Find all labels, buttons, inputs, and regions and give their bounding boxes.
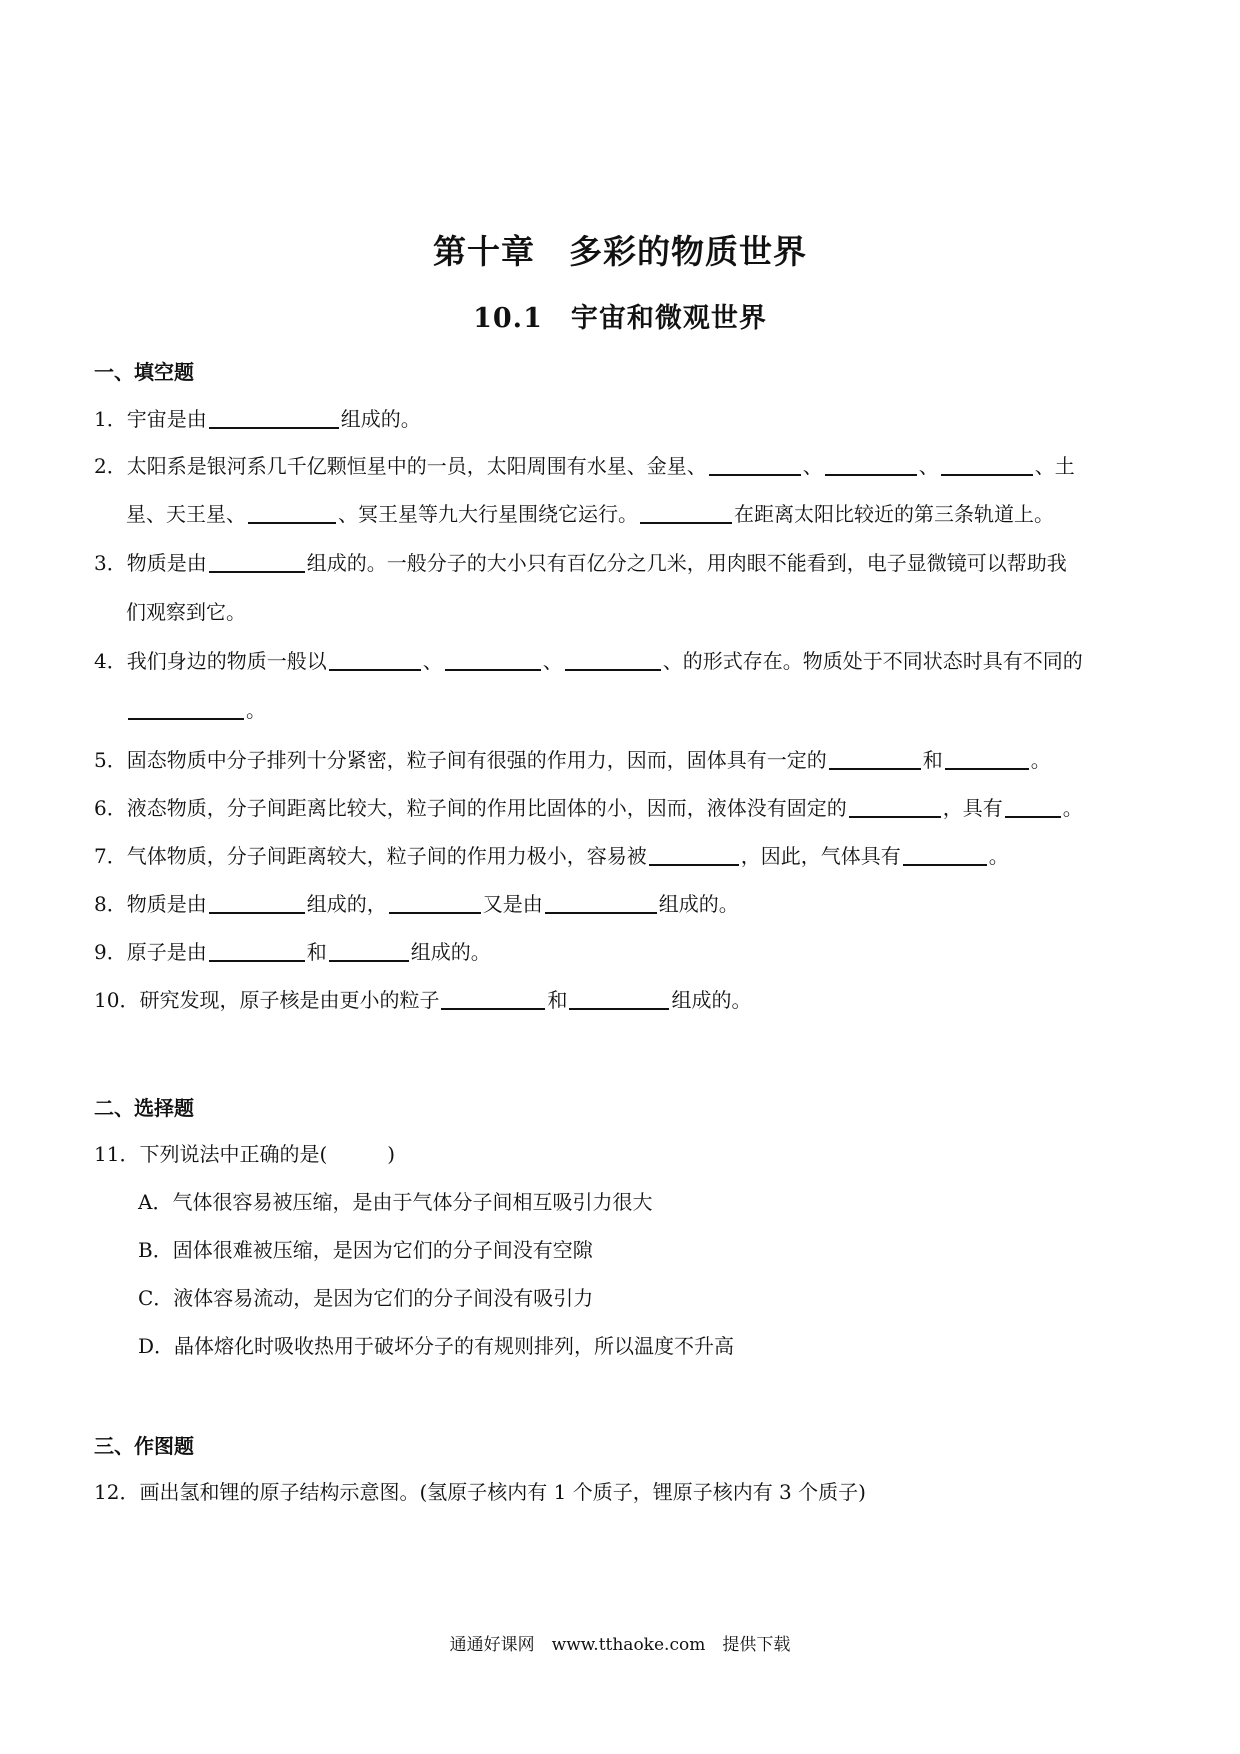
answer-blank[interactable]: [209, 892, 305, 914]
answer-blank[interactable]: [128, 698, 244, 720]
question-9: [94, 938, 491, 966]
q7-text: ，因此，气体具有: [740, 844, 901, 868]
answer-blank[interactable]: [649, 844, 739, 866]
chapter-title: 第十章 多彩的物质世界: [433, 232, 807, 271]
answer-blank[interactable]: [829, 748, 921, 770]
heading-fill-in: 一、填空题: [94, 360, 194, 384]
answer-blank[interactable]: [441, 988, 545, 1010]
answer-blank[interactable]: [903, 844, 987, 866]
question-12: 12．画出氢和锂的原子结构示意图。(氢原子核内有 1 个质子，锂原子核内有 3 个质子): [94, 1480, 866, 1504]
q2-text: 、: [918, 454, 939, 478]
answer-blank[interactable]: [209, 551, 305, 573]
q10-text: 10．研究发现，原子核是由更小的粒子: [94, 988, 440, 1012]
answer-blank[interactable]: [825, 454, 917, 476]
answer-blank[interactable]: [640, 502, 732, 524]
answer-blank[interactable]: [569, 988, 669, 1010]
footer-source: 通通好课网 www.tthaoke.com 提供下载: [449, 1635, 791, 1655]
q10-text: 和: [547, 988, 568, 1012]
q5-text: 和: [922, 748, 943, 772]
answer-blank[interactable]: [709, 454, 801, 476]
answer-blank[interactable]: [849, 796, 941, 818]
q8-text: 又是由: [482, 892, 543, 916]
q10-text: 组成的。: [671, 988, 752, 1012]
q4-text: 、: [422, 649, 443, 673]
question-2-continued: [126, 500, 1054, 528]
answer-blank[interactable]: [941, 454, 1033, 476]
answer-blank[interactable]: [329, 649, 421, 671]
q6-text: 。: [1062, 796, 1083, 820]
question-8: [94, 890, 739, 918]
option-c[interactable]: C．液体容易流动，是因为它们的分子间没有吸引力: [138, 1286, 594, 1310]
heading-multiple-choice: 二、选择题: [94, 1096, 194, 1120]
q2-text: 在距离太阳比较近的第三条轨道上。: [734, 502, 1054, 526]
q6-text: 6．液态物质，分子间距离比较大，粒子间的作用比固体的小，因而，液体没有固定的: [94, 796, 847, 820]
question-10: [94, 986, 751, 1014]
question-4-continued: [126, 696, 266, 724]
q2-text: 2．太阳系是银河系几千亿颗恒星中的一员，太阳周围有水星、金星、: [94, 454, 707, 478]
q8-text: 8．物质是由: [94, 892, 207, 916]
question-6: [94, 794, 1083, 822]
q1-text: 组成的。: [340, 407, 421, 431]
q2-text: 星、天王星、: [126, 502, 246, 526]
answer-blank[interactable]: [209, 940, 305, 962]
option-a[interactable]: A．气体很容易被压缩，是由于气体分子间相互吸引力很大: [138, 1190, 653, 1214]
question-3: [94, 549, 1067, 577]
answer-blank[interactable]: [1005, 796, 1061, 818]
q7-text: 。: [988, 844, 1009, 868]
q3-text: 3．物质是由: [94, 551, 207, 575]
question-5: [94, 746, 1051, 774]
q1-text: 1．宇宙是由: [94, 407, 207, 431]
answer-blank[interactable]: [329, 940, 409, 962]
answer-blank[interactable]: [565, 649, 661, 671]
q4-text: 、: [542, 649, 563, 673]
q8-text: 组成的，: [306, 892, 387, 916]
option-b[interactable]: B．固体很难被压缩，是因为它们的分子间没有空隙: [138, 1238, 593, 1262]
q2-text: 、冥王星等九大行星围绕它运行。: [338, 502, 638, 526]
answer-blank[interactable]: [445, 649, 541, 671]
q9-text: 和: [306, 940, 327, 964]
answer-blank[interactable]: [945, 748, 1029, 770]
question-4: [94, 647, 1083, 675]
question-3-continued: 们观察到它。: [126, 600, 246, 624]
q4-text: 、的形式存在。物质处于不同状态时具有不同的: [662, 649, 1083, 673]
heading-drawing: 三、作图题: [94, 1434, 194, 1458]
answer-blank[interactable]: [389, 892, 481, 914]
option-d[interactable]: D．晶体熔化时吸收热用于破坏分子的有规则排列，所以温度不升高: [138, 1334, 735, 1358]
section-title: 10.1 宇宙和微观世界: [473, 303, 767, 334]
question-7: [94, 842, 1009, 870]
q5-text: 。: [1030, 748, 1051, 772]
q3-text: 组成的。一般分子的大小只有百亿分之几米，用肉眼不能看到，电子显微镜可以帮助我: [306, 551, 1067, 575]
question-2: [94, 452, 1075, 480]
q2-text: 、土: [1034, 454, 1075, 478]
question-11: 11．下列说法中正确的是( ): [94, 1142, 396, 1166]
q4-text: 。: [246, 698, 266, 722]
answer-blank[interactable]: [209, 407, 339, 429]
q8-text: 组成的。: [658, 892, 739, 916]
q9-text: 9．原子是由: [94, 940, 207, 964]
q2-text: 、: [802, 454, 823, 478]
q7-text: 7．气体物质，分子间距离较大，粒子间的作用力极小，容易被: [94, 844, 647, 868]
q9-text: 组成的。: [410, 940, 491, 964]
answer-blank[interactable]: [248, 502, 336, 524]
answer-blank[interactable]: [545, 892, 657, 914]
q6-text: ，具有: [942, 796, 1003, 820]
q4-text: 4．我们身边的物质一般以: [94, 649, 327, 673]
question-1: [94, 405, 421, 433]
q5-text: 5．固态物质中分子排列十分紧密，粒子间有很强的作用力，因而，固体具有一定的: [94, 748, 827, 772]
